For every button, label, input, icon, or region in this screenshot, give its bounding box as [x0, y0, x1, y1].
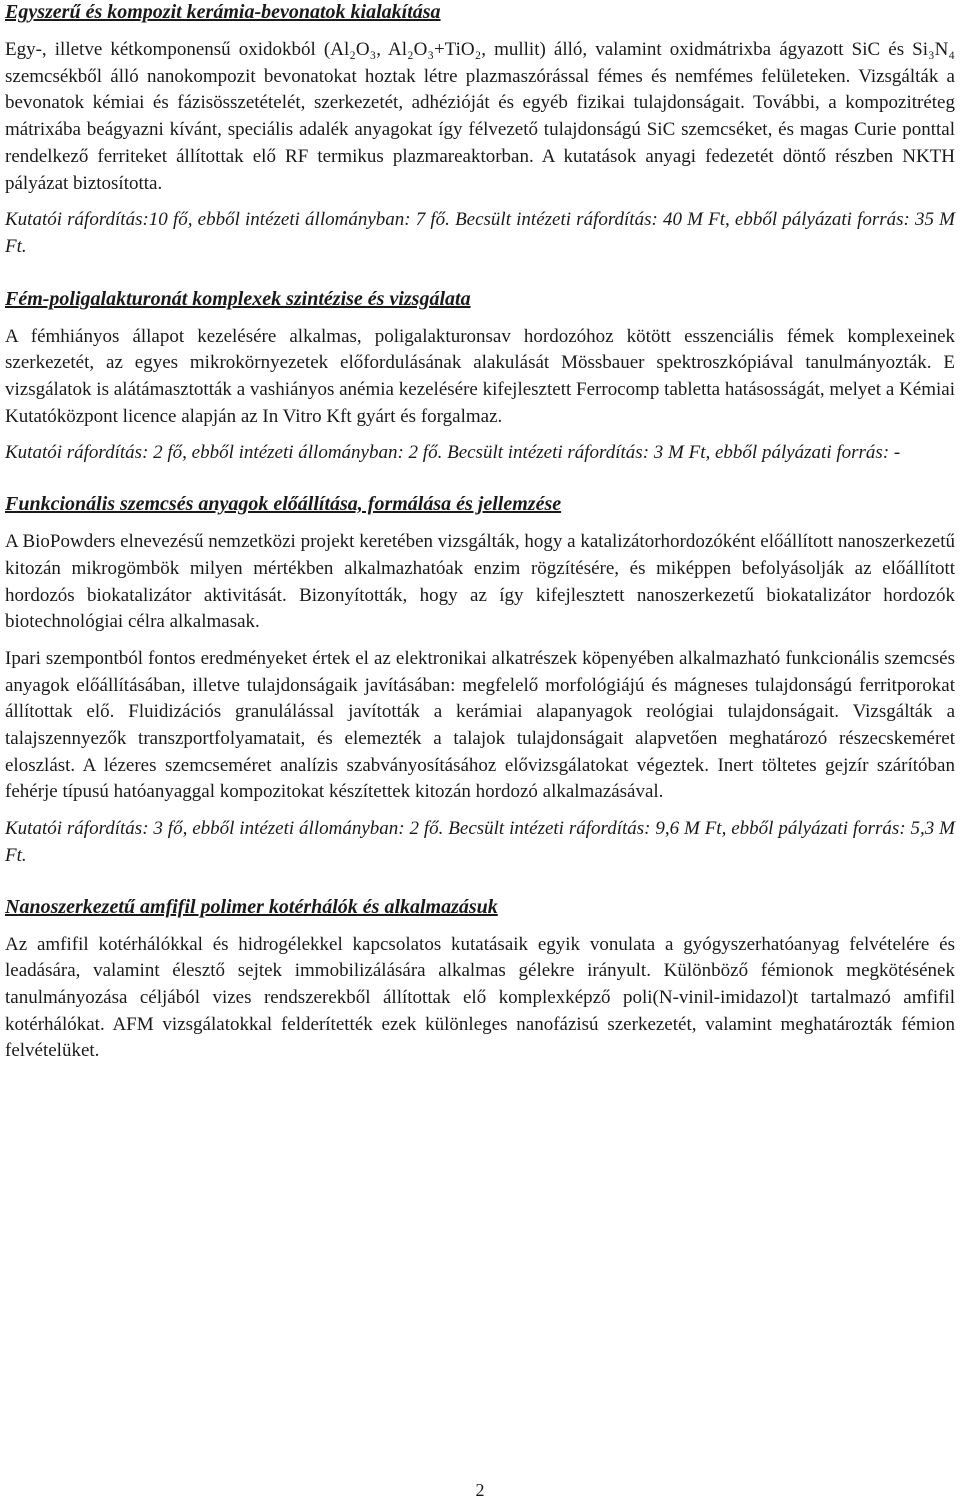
section-paragraph: A BioPowders elnevezésű nemzetközi projekt keretében vizsgálták, hogy a katalizátorhordozóként előállított nanoszerkezetű kitozán mikrogömbök milyen mértékben alkalmazhatóak enzim rögzítésére, és miképpen befolyásolják az előállított hordozós biokatalizátor aktivitását. Bizonyították, hogy az így kifejlesztett nanoszerkezetű biokatalizátor hordozók biotechnológiai célra alkalmasak.: [5, 531, 955, 633]
section-ceramic-coatings: [5, 0, 955, 261]
research-cost-note: Kutatói ráfordítás: 3 fő, ebből intézeti állományban: 2 fő. Becsült intézeti ráfordítás: 9,6 M Ft, ebből pályázati forrás: 5,3 M Ft.: [5, 818, 955, 866]
section-functional-particles: [5, 492, 955, 869]
section-paragraph: A fémhiányos állapot kezelésére alkalmas, poligalakturonsav hordozóhoz kötött esszenciális fémek komplexeinek szerkezetét, az egyes mikrokörnyezetek előfordulásának alakulását Mössbauer spektroszkópiával tanulmányozták. E vizsgálatok is alátámasztották a vashiányos anémia kezelésére kifejlesztett Ferrocomp tabletta hatásosságát, melyet a Kémiai Kutatóközpont licence alapján az In Vitro Kft gyárt és forgalmaz.: [5, 325, 955, 427]
page-number: 2: [475, 1480, 485, 1500]
section-paragraph: Egy-, illetve kétkomponensű oxidokból (Al₂O₃, Al₂O₃+TiO₂, mullit) álló, valamint oxidmátrixba ágyazott SiC és Si₃N₄ szemcsékből álló nanokompozit bevonatokat hoztak létre plazmaszórással fémes és nemfémes felületeken. Vizsgálták a bevonatok kémiai és fázisösszetételét, szerkezetét, adhézióját és egyéb fizikai tulajdonságait. További, a kompozitréteg mátrixába beágyazni kívánt, speciális adalék anyagokat így félvezető tulajdonságú SiC szemcséket, és magas Curie ponttal rendelkező ferriteket állítottak elő RF termikus plazmareaktorban. A kutatások anyagi fedezetét döntő részben NKTH pályázat biztosította.: [5, 39, 955, 194]
section-paragraph: Az amfifil kotérhálókkal és hidrogélekkel kapcsolatos kutatásaik egyik vonulata a gyógyszerhatóanyag felvételére és leadására, valamint élesztő sejtek immobilizálására alkalmas gélekre irányult. Különböző fémionok megkötésének tanulmányozása céljából vizes rendszerekből állítottak elő komplexképző poli(N-vinil-imidazol)t tartalmazó amfifil kotérhálókat. AFM vizsgálatokkal felderítették ezek különleges nanofázisú szerkezetét, valamint meghatározták fémion felvételüket.: [5, 933, 955, 1062]
document-page: [5, 0, 955, 1065]
research-cost-note: Kutatói ráfordítás:10 fő, ebből intézeti állományban: 7 fő. Becsült intézeti ráfordítás: 40 M Ft, ebből pályázati forrás: 35 M Ft.: [5, 209, 955, 257]
research-cost-note: Kutatói ráfordítás: 2 fő, ebből intézeti állományban: 2 fő. Becsült intézeti ráfordítás: 3 M Ft, ebből pályázati forrás: -: [5, 442, 901, 464]
section-title: Egyszerű és kompozit kerámia-bevonatok kialakítása: [5, 1, 441, 23]
section-metal-polygalacturonate: [5, 287, 955, 468]
section-amphiphilic-conetworks: [5, 895, 955, 1066]
section-title: Fém-poligalakturonát komplexek szintézise és vizsgálata: [5, 287, 471, 310]
section-paragraph: Ipari szempontból fontos eredményeket értek el az elektronikai alkatrészek köpenyében alkalmazható funkcionális szemcsés anyagok előállításában, illetve tulajdonságaik javításában: megfelelő morfológiájú és mágneses tulajdonságú ferritporokat állítottak elő. Fluidizációs granulálással javították a kerámiai alapanyagok reológiai tulajdonságait. Vizsgálták a talajszennyezők transzportfolyamatait, és elemezték a talajok tulajdonságait alapvetően meghatározó részecskeméret eloszlást. A lézeres szemcseméret analízis szabványosításához elővizsgálatokat végeztek. Inert töltetes gejzír szárítóban fehérje típusú hatóanyaggal kompozitokat készítettek kitozán hordozó alkalmazásával.: [5, 647, 955, 803]
section-title: Nanoszerkezetű amfifil polimer kotérhálók és alkalmazásuk: [5, 895, 498, 918]
section-title: Funkcionális szemcsés anyagok előállítása, formálása és jellemzése: [5, 493, 562, 516]
